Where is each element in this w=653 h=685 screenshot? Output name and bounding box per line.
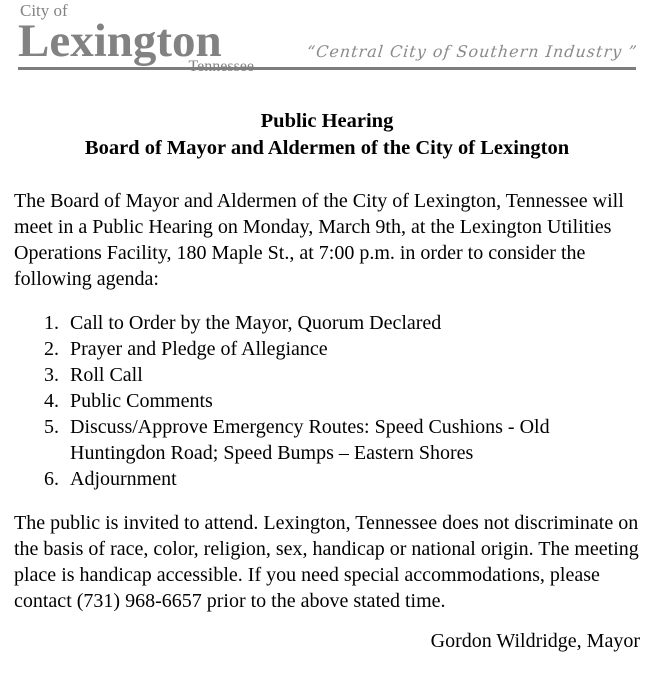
letterhead-divider bbox=[18, 67, 636, 70]
agenda-item: 3. Roll Call bbox=[64, 362, 640, 388]
letterhead bbox=[0, 0, 653, 71]
notice-title-line1: Public Hearing bbox=[260, 110, 394, 132]
agenda-item: 2. Prayer and Pledge of Allegiance bbox=[64, 336, 640, 362]
agenda-item: 4. Public Comments bbox=[64, 388, 640, 414]
agenda-item: 1. Call to Order by the Mayor, Quorum Declared bbox=[64, 310, 640, 336]
intro-paragraph: The Board of Mayor and Aldermen of the City of Lexington, Tennessee will meet in a Public Hearing on Monday, March 9th, at the Lexington Utilities Operations Facility, 180 Maple St., at 7:00 p.m. in order to consider the following agenda: bbox=[14, 190, 624, 290]
agenda-item: 5. Discuss/Approve Emergency Routes: Speed Cushions - Old Huntingdon Road; Speed Bumps – Eastern Shores bbox=[64, 414, 640, 466]
signature-line: Gordon Wildridge, Mayor bbox=[430, 630, 640, 652]
agenda-item: 6. Adjournment bbox=[64, 466, 640, 492]
logo-city-of-text: City of bbox=[20, 1, 68, 20]
notice-title bbox=[14, 108, 640, 162]
agenda-list bbox=[14, 310, 640, 492]
closing-paragraph: The public is invited to attend. Lexington, Tennessee does not discriminate on the basis of race, color, religion, sex, handicap or national origin. The meeting place is handicap accessible. If you need special accommodations, please contact (731) 968-6657 prior to the above stated time. bbox=[14, 512, 639, 612]
logo-city-name: Lexington bbox=[18, 15, 222, 67]
city-motto-tagline: “Central City of Southern Industry ” bbox=[305, 42, 638, 61]
notice-title-line2: Board of Mayor and Aldermen of the City of Lexington bbox=[84, 137, 570, 159]
notice-body bbox=[0, 108, 653, 654]
city-logo bbox=[18, 2, 258, 74]
